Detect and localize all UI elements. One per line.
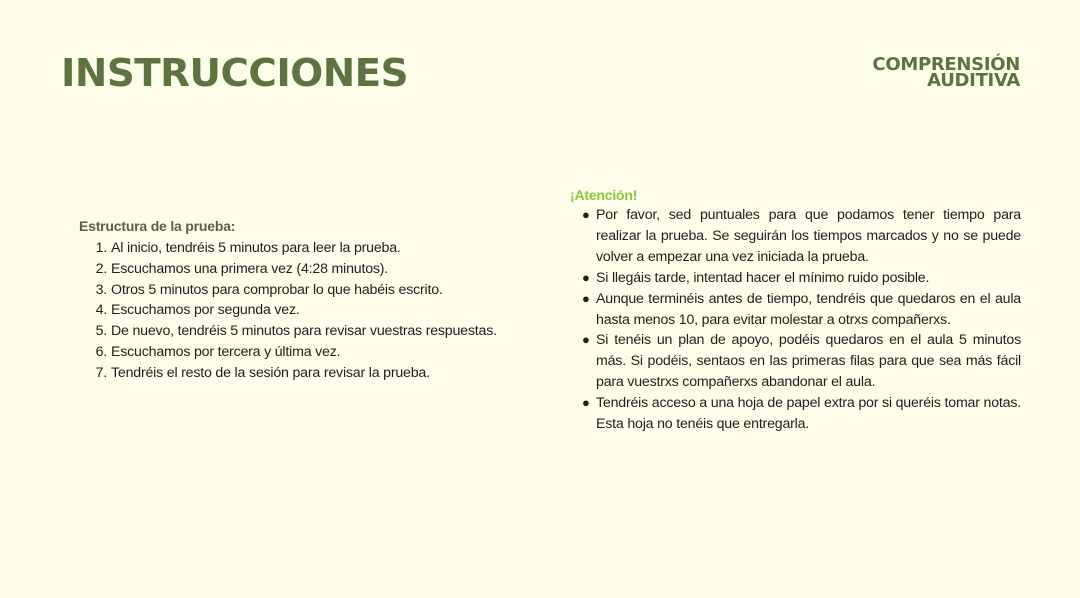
bullet-icon: ● bbox=[582, 269, 590, 285]
step-item bbox=[79, 280, 549, 301]
step-text: Escuchamos por tercera y última vez. bbox=[111, 343, 341, 360]
step-text: Otros 5 minutos para comprobar lo que habéis escrito. bbox=[111, 281, 443, 298]
step-text: Al inicio, tendréis 5 minutos para leer la prueba. bbox=[111, 240, 401, 256]
step-item bbox=[79, 300, 549, 321]
page-title: INSTRUCCIONES bbox=[61, 51, 409, 95]
step-text: Escuchamos por segunda vez. bbox=[111, 302, 300, 319]
note-text: Tendréis acceso a una hoja de papel extra por si queréis tomar notas. Esta hoja no tenéis que entregarla. bbox=[596, 395, 1021, 433]
step-item bbox=[79, 363, 549, 384]
step-number: 1. bbox=[95, 240, 107, 256]
step-number: 6. bbox=[95, 343, 107, 360]
structure-steps-list bbox=[79, 238, 549, 384]
step-text: Escuchamos una primera vez (4:28 minutos). bbox=[111, 260, 389, 277]
section-label-line-2: AUDITIVA bbox=[927, 70, 1020, 91]
step-number: 5. bbox=[95, 323, 107, 340]
note-item bbox=[570, 205, 1021, 268]
section-label bbox=[872, 54, 1020, 91]
note-text: Si tenéis un plan de apoyo, podéis quedaros en el aula 5 minutos más. Si podéis, sentaos en las primeras filas para que sea más fácil para vuestrxs compañerxs abandonar el aula. bbox=[596, 332, 1021, 391]
bullet-icon: ● bbox=[582, 332, 590, 348]
step-number: 4. bbox=[95, 302, 107, 319]
note-text: Si llegáis tarde, intentad hacer el mínimo ruido posible. bbox=[596, 269, 930, 286]
note-text: Aunque terminéis antes de tiempo, tendréis que quedaros en el aula hasta menos 10, para evitar molestar a otrxs compañerxs. bbox=[596, 290, 1021, 328]
step-text: De nuevo, tendréis 5 minutos para revisar vuestras respuestas. bbox=[111, 323, 497, 340]
step-item bbox=[79, 342, 549, 363]
step-text: Tendréis el resto de la sesión para revisar la prueba. bbox=[111, 364, 430, 381]
note-text: Por favor, sed puntuales para que podamos tener tiempo para realizar la prueba. Se seguirán los tiempos marcados y no se puede volver a empezar una vez iniciada la prueba. bbox=[596, 207, 1021, 265]
structure-heading: Estructura de la prueba: bbox=[79, 218, 236, 234]
note-item bbox=[570, 268, 1021, 289]
section-label-line-1: COMPRENSIÓN bbox=[872, 54, 1020, 75]
bullet-icon: ● bbox=[582, 207, 590, 222]
step-item bbox=[79, 238, 549, 259]
step-number: 3. bbox=[95, 281, 107, 298]
bullet-icon: ● bbox=[582, 395, 590, 411]
bullet-icon: ● bbox=[582, 290, 590, 306]
note-item bbox=[570, 289, 1021, 331]
note-item bbox=[570, 330, 1021, 393]
step-number: 7. bbox=[95, 364, 107, 381]
attention-heading: ¡Atención! bbox=[570, 187, 638, 203]
note-item bbox=[570, 393, 1021, 435]
step-item bbox=[79, 259, 549, 280]
step-item bbox=[79, 321, 549, 342]
attention-section bbox=[570, 187, 1021, 435]
attention-notes-list bbox=[570, 205, 1021, 435]
test-structure-section bbox=[79, 218, 549, 384]
step-number: 2. bbox=[95, 260, 107, 277]
